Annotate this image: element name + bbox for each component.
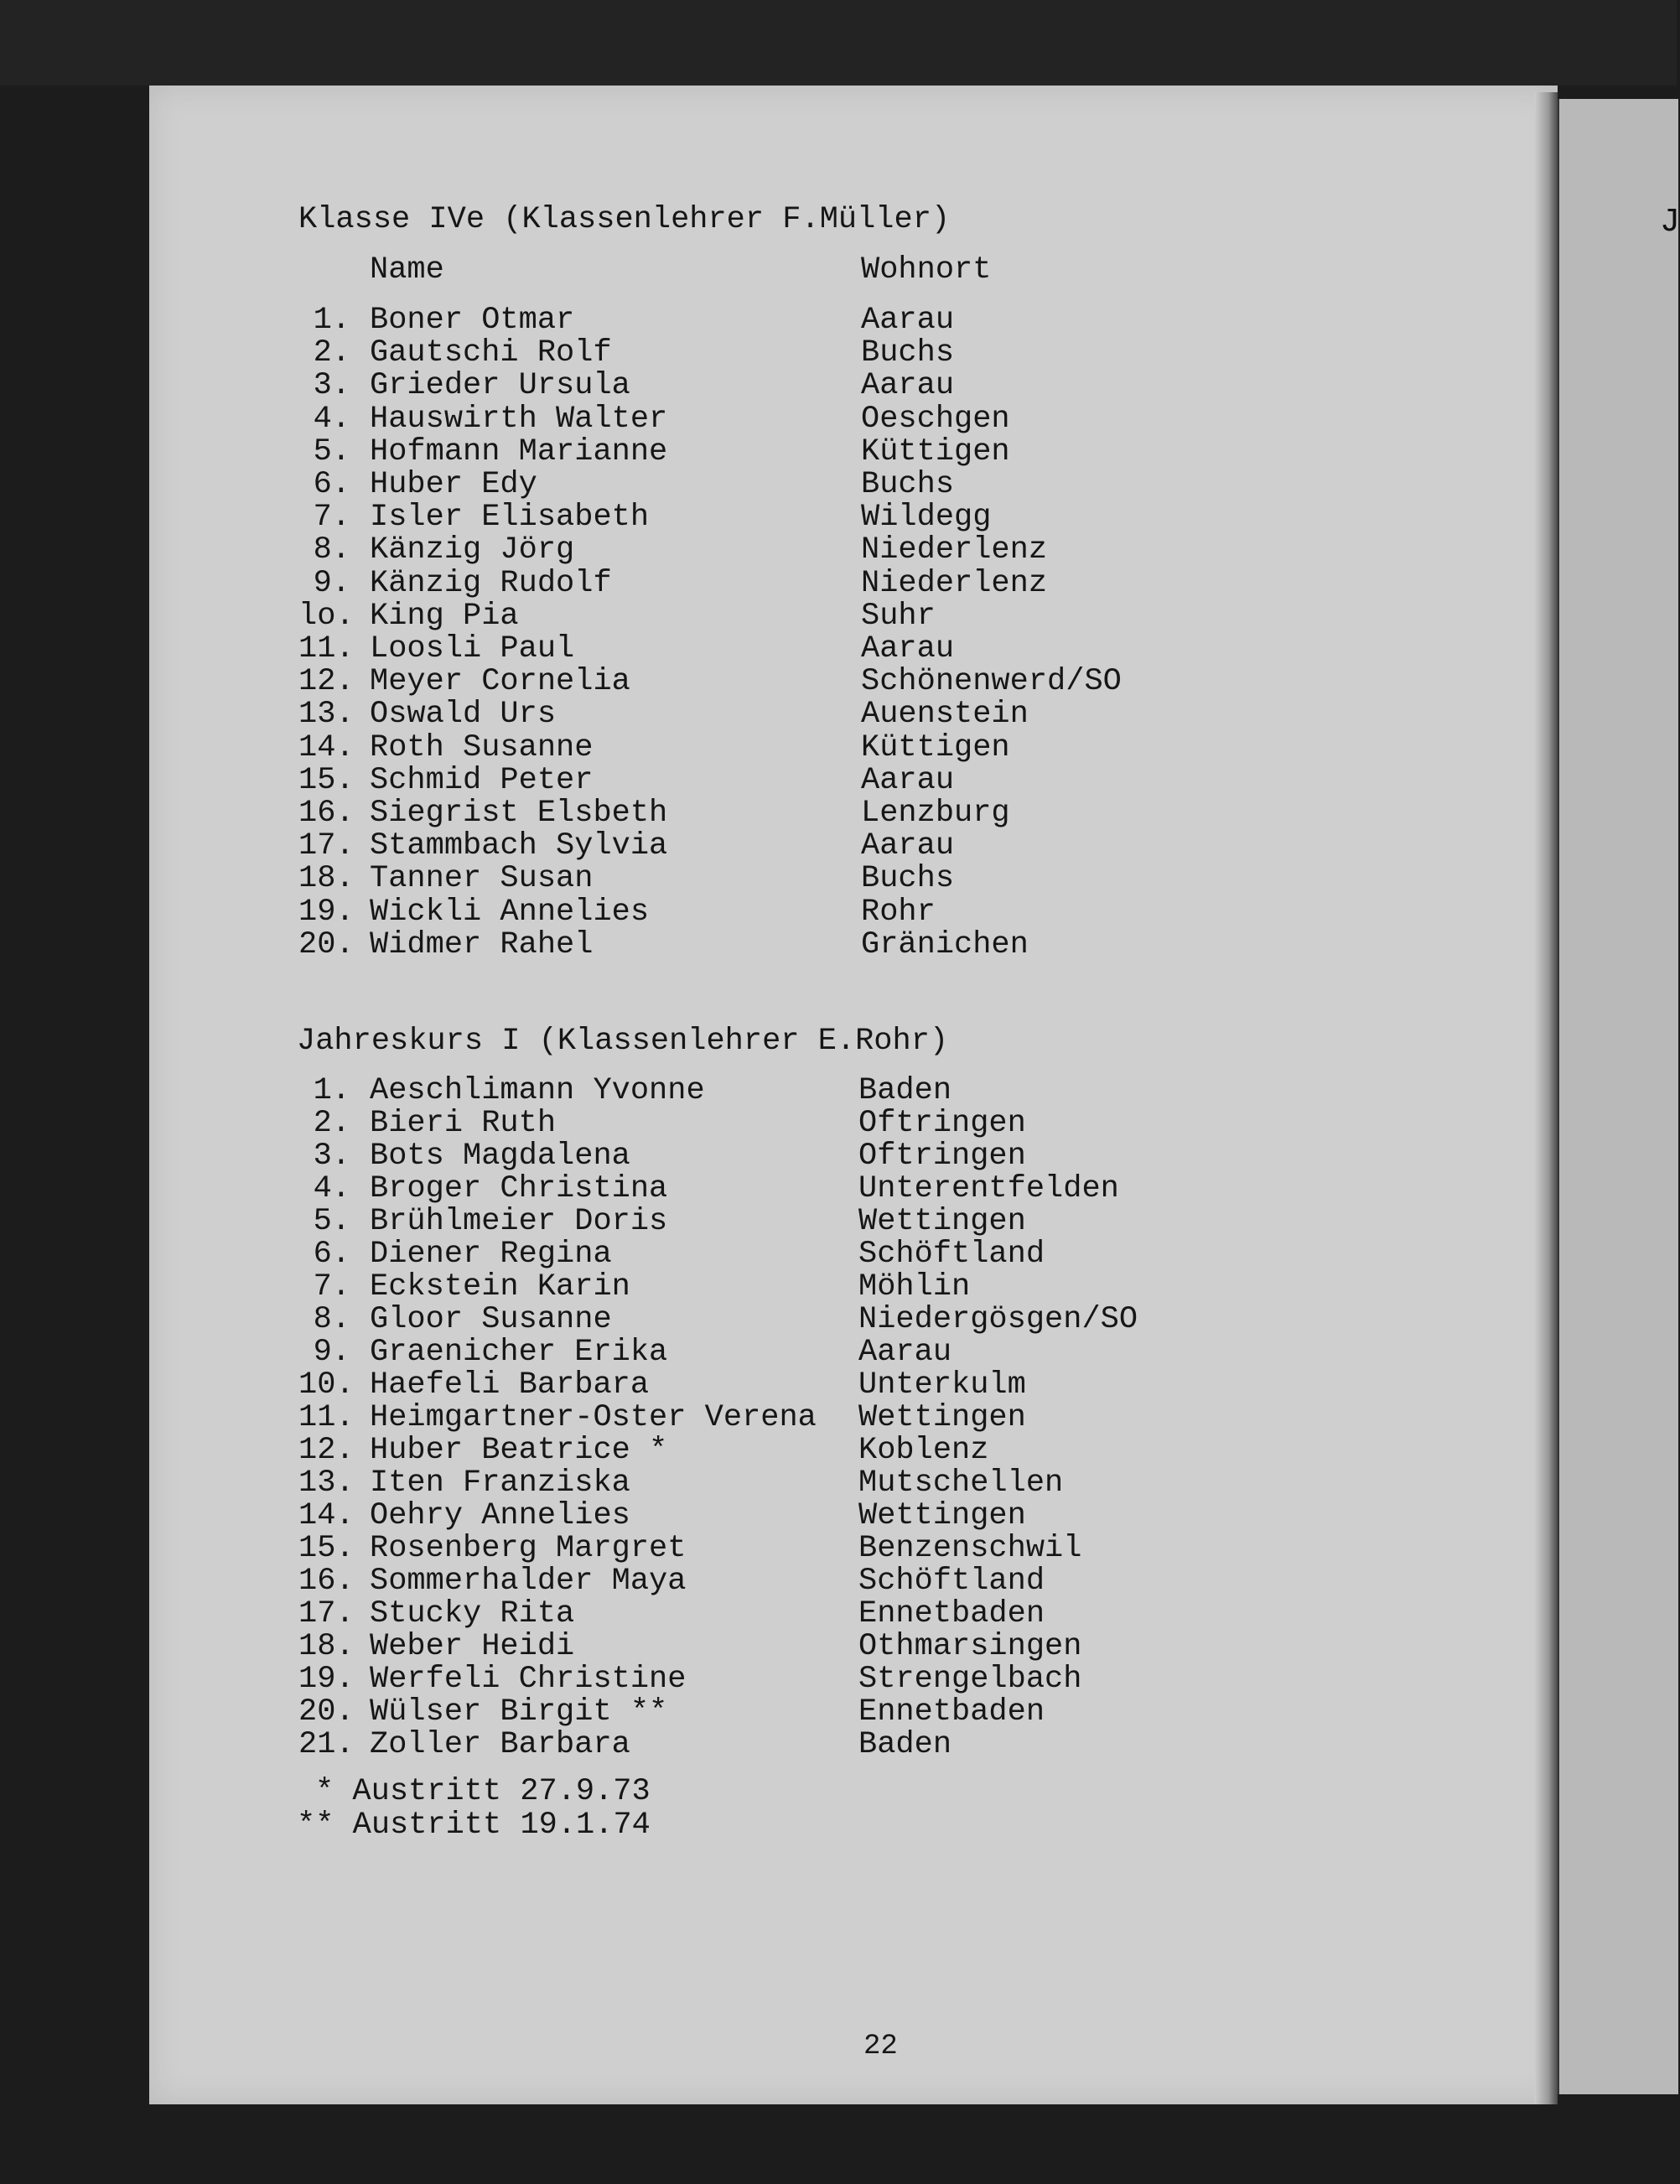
scan-background bbox=[0, 0, 1677, 86]
item-place: Schönenwerd/SO bbox=[861, 664, 1122, 700]
item-name: Zoller Barbara bbox=[370, 1727, 630, 1762]
item-number: 2. bbox=[313, 335, 350, 371]
item-place: Ennetbaden bbox=[858, 1596, 1045, 1632]
item-place: Mutschellen bbox=[858, 1466, 1064, 1501]
item-place: Unterkulm bbox=[858, 1367, 1026, 1403]
item-number: 18. bbox=[298, 861, 355, 897]
item-number: 20. bbox=[298, 1694, 355, 1730]
item-name: Loosli Paul bbox=[370, 631, 575, 667]
item-place: Wildegg bbox=[861, 500, 992, 536]
item-place: Wettingen bbox=[858, 1498, 1026, 1533]
item-place: Gränichen bbox=[861, 926, 1029, 962]
item-number: 5. bbox=[313, 433, 350, 469]
item-name: Huber Edy bbox=[370, 467, 537, 502]
item-name: Stammbach Sylvia bbox=[370, 828, 668, 864]
item-number: 6. bbox=[313, 1237, 350, 1272]
item-name: Bieri Ruth bbox=[370, 1106, 557, 1141]
item-number: 15. bbox=[298, 1531, 355, 1566]
section1-heading: Klasse IVe (Klassenlehrer F.Müller) bbox=[298, 202, 951, 237]
item-number: 12. bbox=[298, 1433, 355, 1468]
item-number: 7. bbox=[313, 500, 350, 536]
item-name: Widmer Rahel bbox=[370, 926, 594, 962]
item-number: 13. bbox=[298, 1466, 355, 1501]
section2-heading: Jahreskurs I (Klassenlehrer E.Rohr) bbox=[297, 1024, 949, 1059]
item-name: Aeschlimann Yvonne bbox=[370, 1073, 705, 1108]
item-place: Benzenschwil bbox=[858, 1531, 1082, 1566]
item-number: 3. bbox=[313, 1139, 350, 1174]
item-number: 16. bbox=[298, 796, 355, 831]
item-name: Wickli Annelies bbox=[370, 894, 650, 930]
item-name: Heimgartner-Oster Verena bbox=[370, 1400, 817, 1435]
column-header-name: Name bbox=[370, 252, 444, 288]
item-number: 18. bbox=[298, 1629, 355, 1664]
item-name: Wülser Birgit ** bbox=[370, 1694, 668, 1730]
item-place: Suhr bbox=[861, 598, 936, 634]
item-place: Aarau bbox=[861, 828, 955, 864]
item-place: Buchs bbox=[861, 467, 955, 502]
item-place: Küttigen bbox=[861, 729, 1010, 765]
item-name: Rosenberg Margret bbox=[370, 1531, 687, 1566]
item-number: 4. bbox=[313, 401, 350, 437]
item-number: 17. bbox=[298, 1596, 355, 1632]
item-place: Baden bbox=[858, 1073, 952, 1108]
item-name: Gautschi Rolf bbox=[370, 335, 612, 371]
item-number: 20. bbox=[298, 926, 355, 962]
item-name: Oswald Urs bbox=[370, 697, 557, 733]
item-place: Rohr bbox=[861, 894, 936, 930]
page-number: 22 bbox=[863, 2031, 898, 2062]
item-number: 3. bbox=[313, 368, 350, 404]
item-number: 2. bbox=[313, 1106, 350, 1141]
item-name: Siegrist Elsbeth bbox=[370, 796, 668, 831]
item-place: Niederlenz bbox=[861, 565, 1048, 601]
item-number: 7. bbox=[313, 1269, 350, 1305]
item-name: Werfeli Christine bbox=[370, 1662, 687, 1697]
item-number: 14. bbox=[298, 729, 355, 765]
footnote-2: ** Austritt 19.1.74 bbox=[297, 1808, 651, 1843]
item-name: Huber Beatrice * bbox=[370, 1433, 668, 1468]
item-name: Weber Heidi bbox=[370, 1629, 575, 1664]
item-name: Oehry Annelies bbox=[370, 1498, 630, 1533]
item-place: Unterentfelden bbox=[858, 1171, 1119, 1206]
item-number: 11. bbox=[298, 1400, 355, 1435]
page-spine bbox=[1534, 92, 1558, 2104]
adjacent-page-fragment: J bbox=[1660, 204, 1680, 241]
footnote-1: * Austritt 27.9.73 bbox=[315, 1774, 651, 1809]
item-name: Diener Regina bbox=[370, 1237, 612, 1272]
item-number: 12. bbox=[298, 664, 355, 700]
item-number: 4. bbox=[313, 1171, 350, 1206]
item-number: 19. bbox=[298, 894, 355, 930]
item-name: Boner Otmar bbox=[370, 303, 575, 338]
item-place: Aarau bbox=[861, 762, 955, 798]
item-name: Känzig Rudolf bbox=[370, 565, 612, 601]
item-number: 17. bbox=[298, 828, 355, 864]
item-place: Möhlin bbox=[858, 1269, 971, 1305]
item-name: Känzig Jörg bbox=[370, 532, 575, 568]
item-number: 5. bbox=[313, 1204, 350, 1239]
item-place: Oeschgen bbox=[861, 401, 1010, 437]
item-name: Tanner Susan bbox=[370, 861, 594, 897]
item-name: Gloor Susanne bbox=[370, 1302, 612, 1337]
item-number: 11. bbox=[298, 631, 355, 667]
item-name: Stucky Rita bbox=[370, 1596, 575, 1632]
item-place: Oftringen bbox=[858, 1106, 1026, 1141]
item-name: Broger Christina bbox=[370, 1171, 668, 1206]
item-number: 16. bbox=[298, 1564, 355, 1599]
item-number: 1. bbox=[313, 303, 350, 338]
item-name: Isler Elisabeth bbox=[370, 500, 650, 536]
item-number: 13. bbox=[298, 697, 355, 733]
item-place: Schöftland bbox=[858, 1237, 1045, 1272]
item-name: Hofmann Marianne bbox=[370, 433, 668, 469]
item-place: Buchs bbox=[861, 861, 955, 897]
item-name: Iten Franziska bbox=[370, 1466, 630, 1501]
item-number: 15. bbox=[298, 762, 355, 798]
item-number: 10. bbox=[298, 1367, 355, 1403]
item-number: 8. bbox=[313, 532, 350, 568]
item-place: Oftringen bbox=[858, 1139, 1026, 1174]
item-place: Aarau bbox=[861, 631, 955, 667]
adjacent-page bbox=[1558, 99, 1678, 2094]
item-name: Roth Susanne bbox=[370, 729, 594, 765]
item-name: Eckstein Karin bbox=[370, 1269, 630, 1305]
item-place: Buchs bbox=[861, 335, 955, 371]
item-name: Sommerhalder Maya bbox=[370, 1564, 687, 1599]
item-place: Aarau bbox=[858, 1335, 952, 1370]
item-number: 19. bbox=[298, 1662, 355, 1697]
item-name: Graenicher Erika bbox=[370, 1335, 668, 1370]
item-place: Wettingen bbox=[858, 1204, 1026, 1239]
item-number: 1. bbox=[313, 1073, 350, 1108]
item-place: Auenstein bbox=[861, 697, 1029, 733]
item-place: Aarau bbox=[861, 368, 955, 404]
item-place: Niederlenz bbox=[861, 532, 1048, 568]
item-number: 9. bbox=[313, 1335, 350, 1370]
item-name: Grieder Ursula bbox=[370, 368, 630, 404]
item-place: Niedergösgen/SO bbox=[858, 1302, 1138, 1337]
item-number: 14. bbox=[298, 1498, 355, 1533]
item-name: Haefeli Barbara bbox=[370, 1367, 650, 1403]
item-number: 21. bbox=[298, 1727, 355, 1762]
item-place: Ennetbaden bbox=[858, 1694, 1045, 1730]
item-place: Schöftland bbox=[858, 1564, 1045, 1599]
item-place: Koblenz bbox=[858, 1433, 989, 1468]
item-place: Aarau bbox=[861, 303, 955, 338]
item-number: 8. bbox=[313, 1302, 350, 1337]
item-name: Meyer Cornelia bbox=[370, 664, 630, 700]
item-name: Bots Magdalena bbox=[370, 1139, 630, 1174]
item-number: lo. bbox=[298, 598, 355, 634]
item-place: Othmarsingen bbox=[858, 1629, 1082, 1664]
item-place: Strengelbach bbox=[858, 1662, 1082, 1697]
item-number: 9. bbox=[313, 565, 350, 601]
item-place: Küttigen bbox=[861, 433, 1010, 469]
item-place: Lenzburg bbox=[861, 796, 1010, 831]
item-name: King Pia bbox=[370, 598, 519, 634]
column-header-place: Wohnort bbox=[861, 252, 992, 288]
item-name: Schmid Peter bbox=[370, 762, 594, 798]
item-place: Wettingen bbox=[858, 1400, 1026, 1435]
item-number: 6. bbox=[313, 467, 350, 502]
item-name: Hauswirth Walter bbox=[370, 401, 668, 437]
item-place: Baden bbox=[858, 1727, 952, 1762]
item-name: Brühlmeier Doris bbox=[370, 1204, 668, 1239]
